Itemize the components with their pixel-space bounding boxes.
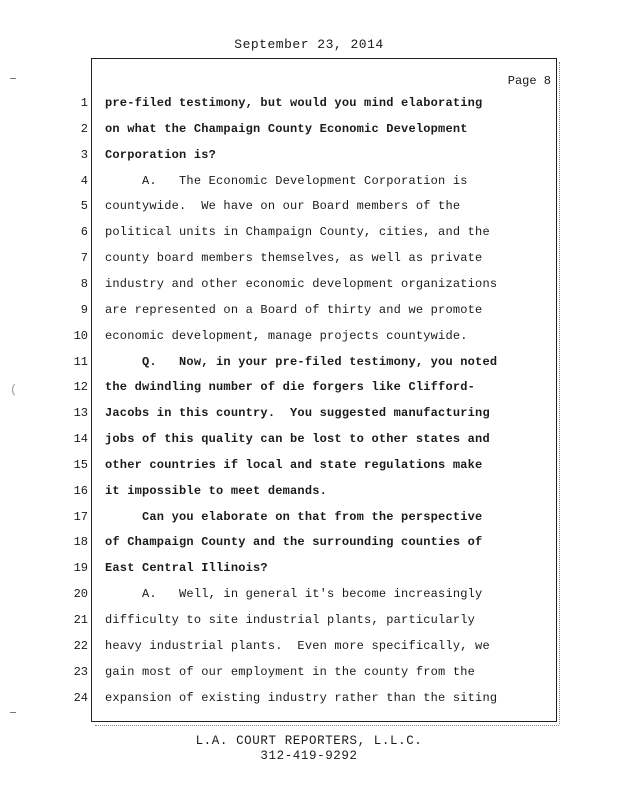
transcript-line-text: county board members themselves, as well as private xyxy=(105,251,483,265)
line-number: 9 xyxy=(80,303,88,317)
line-number: 10 xyxy=(73,329,88,343)
margin-mark xyxy=(10,78,16,79)
reporter-phone: 312-419-9292 xyxy=(260,749,358,763)
reporter-company: L.A. COURT REPORTERS, L.L.C. xyxy=(195,734,423,748)
line-number: 11 xyxy=(73,355,88,369)
line-number: 16 xyxy=(73,484,88,498)
line-number: 5 xyxy=(80,199,88,213)
transcript-line-text: it impossible to meet demands. xyxy=(105,484,328,498)
line-number: 22 xyxy=(73,639,88,653)
transcript-line-text: jobs of this quality can be lost to other states and xyxy=(105,432,490,446)
line-number: 2 xyxy=(80,122,88,136)
margin-mark xyxy=(10,712,16,713)
line-number: 23 xyxy=(73,665,88,679)
line-number: 4 xyxy=(80,174,88,188)
transcript-line-text: difficulty to site industrial plants, particularly xyxy=(105,613,476,627)
frame-bottom-shadow xyxy=(95,723,559,726)
line-number: 15 xyxy=(73,458,88,472)
line-number: 17 xyxy=(73,510,88,524)
transcript-line-text: the dwindling number of die forgers like Clifford- xyxy=(105,380,476,394)
page-number: Page 8 xyxy=(507,74,551,88)
transcript-line-text: Q. Now, in your pre-filed testimony, you noted xyxy=(105,355,498,369)
transcript-line-text: other countries if local and state regulations make xyxy=(105,458,483,472)
transcript-line-text: heavy industrial plants. Even more specifically, we xyxy=(105,639,490,653)
frame-right-shadow xyxy=(557,62,560,724)
transcript-line-text: on what the Champaign County Economic Development xyxy=(105,122,468,136)
transcript-line-text: pre-filed testimony, but would you mind elaborating xyxy=(105,96,483,110)
line-number: 7 xyxy=(80,251,88,265)
transcript-line-text: of Champaign County and the surrounding counties of xyxy=(105,535,483,549)
line-number: 20 xyxy=(73,587,88,601)
transcript-line-text: industry and other economic development organizations xyxy=(105,277,498,291)
line-number: 12 xyxy=(73,380,88,394)
transcript-line-text: countywide. We have on our Board members of the xyxy=(105,199,461,213)
transcript-line-text: gain most of our employment in the county from the xyxy=(105,665,476,679)
transcript-line-text: A. Well, in general it's become increasingly xyxy=(105,587,483,601)
line-number: 21 xyxy=(73,613,88,627)
line-number: 18 xyxy=(73,535,88,549)
line-number: 1 xyxy=(80,96,88,110)
line-number: 14 xyxy=(73,432,88,446)
transcript-line-text: A. The Economic Development Corporation is xyxy=(105,174,468,188)
transcript-line-text: are represented on a Board of thirty and we promote xyxy=(105,303,483,317)
transcript-line-text: Corporation is? xyxy=(105,148,217,162)
transcript-line-text: political units in Champaign County, cities, and the xyxy=(105,225,490,239)
transcript-line-text: expansion of existing industry rather than the siting xyxy=(105,691,498,705)
line-number: 24 xyxy=(73,691,88,705)
transcript-line-text: Can you elaborate on that from the perspective xyxy=(105,510,483,524)
line-number: 13 xyxy=(73,406,88,420)
line-number: 19 xyxy=(73,561,88,575)
transcript-line-text: East Central Illinois? xyxy=(105,561,268,575)
transcript-date: September 23, 2014 xyxy=(234,37,384,52)
margin-speck: ( xyxy=(10,383,18,397)
line-number: 8 xyxy=(80,277,88,291)
transcript-line-text: economic development, manage projects countywide. xyxy=(105,329,468,343)
line-number: 3 xyxy=(80,148,88,162)
line-number: 6 xyxy=(80,225,88,239)
transcript-line-text: Jacobs in this country. You suggested manufacturing xyxy=(105,406,490,420)
